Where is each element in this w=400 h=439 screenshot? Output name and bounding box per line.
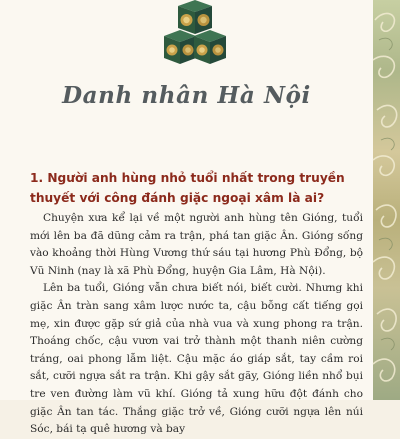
emblem-right-tile — [194, 30, 226, 64]
emblem-top-tile — [178, 0, 212, 34]
paragraph-2: Lên ba tuổi, Gióng vẫn chưa biết nói, biết cười. Nhưng khi giặc Ân tràn sang xâm lược nước ta, cậu bỗng cất tiếng gọi mẹ, xin được gặp sứ giả của nhà vua và xung phong ra trận. Thoáng chốc, cậu vươn vai trở thành một thanh niên cường tráng, oai phong lẫm liệt. Cậu mặc áo giáp sắt, tay cầm roi sắt, cưỡi ngựa sắt ra trận. Khi gậy sắt gãy, Gióng liền nhổ bụi tre ven đường làm vũ khí. Gióng tả xung hữu đột đánh cho giặc Ân tan tác. Thắng giặc trở về, Gióng cưỡi ngựa lên núi Sóc, bái tạ quê hương và bay — [30, 282, 363, 436]
decorative-cloud-border — [373, 0, 400, 400]
cloud-pattern-icon — [373, 0, 400, 400]
question-heading: 1. Người anh hùng nhỏ tuổi nhất trong truyền thuyết với công đánh giặc ngoại xâm là ai? — [30, 171, 345, 205]
book-title: Danh nhân Hà Nội — [62, 82, 311, 109]
emblem-left-tile — [164, 30, 196, 64]
dragon-seal-emblem-icon — [160, 0, 230, 66]
article-body — [30, 210, 363, 439]
paragraph-1: Chuyện xưa kể lại về một người anh hùng tên Gióng, tuổi mới lên ba đã dũng cảm ra trận, phá tan giặc Ân. Gióng sống vào khoảng thời Hùng Vương thứ sáu tại hương Phù Đổng, bộ Vũ Ninh (nay là xã Phù Đổng, huyện Gia Lâm, Hà Nội). — [30, 212, 363, 277]
